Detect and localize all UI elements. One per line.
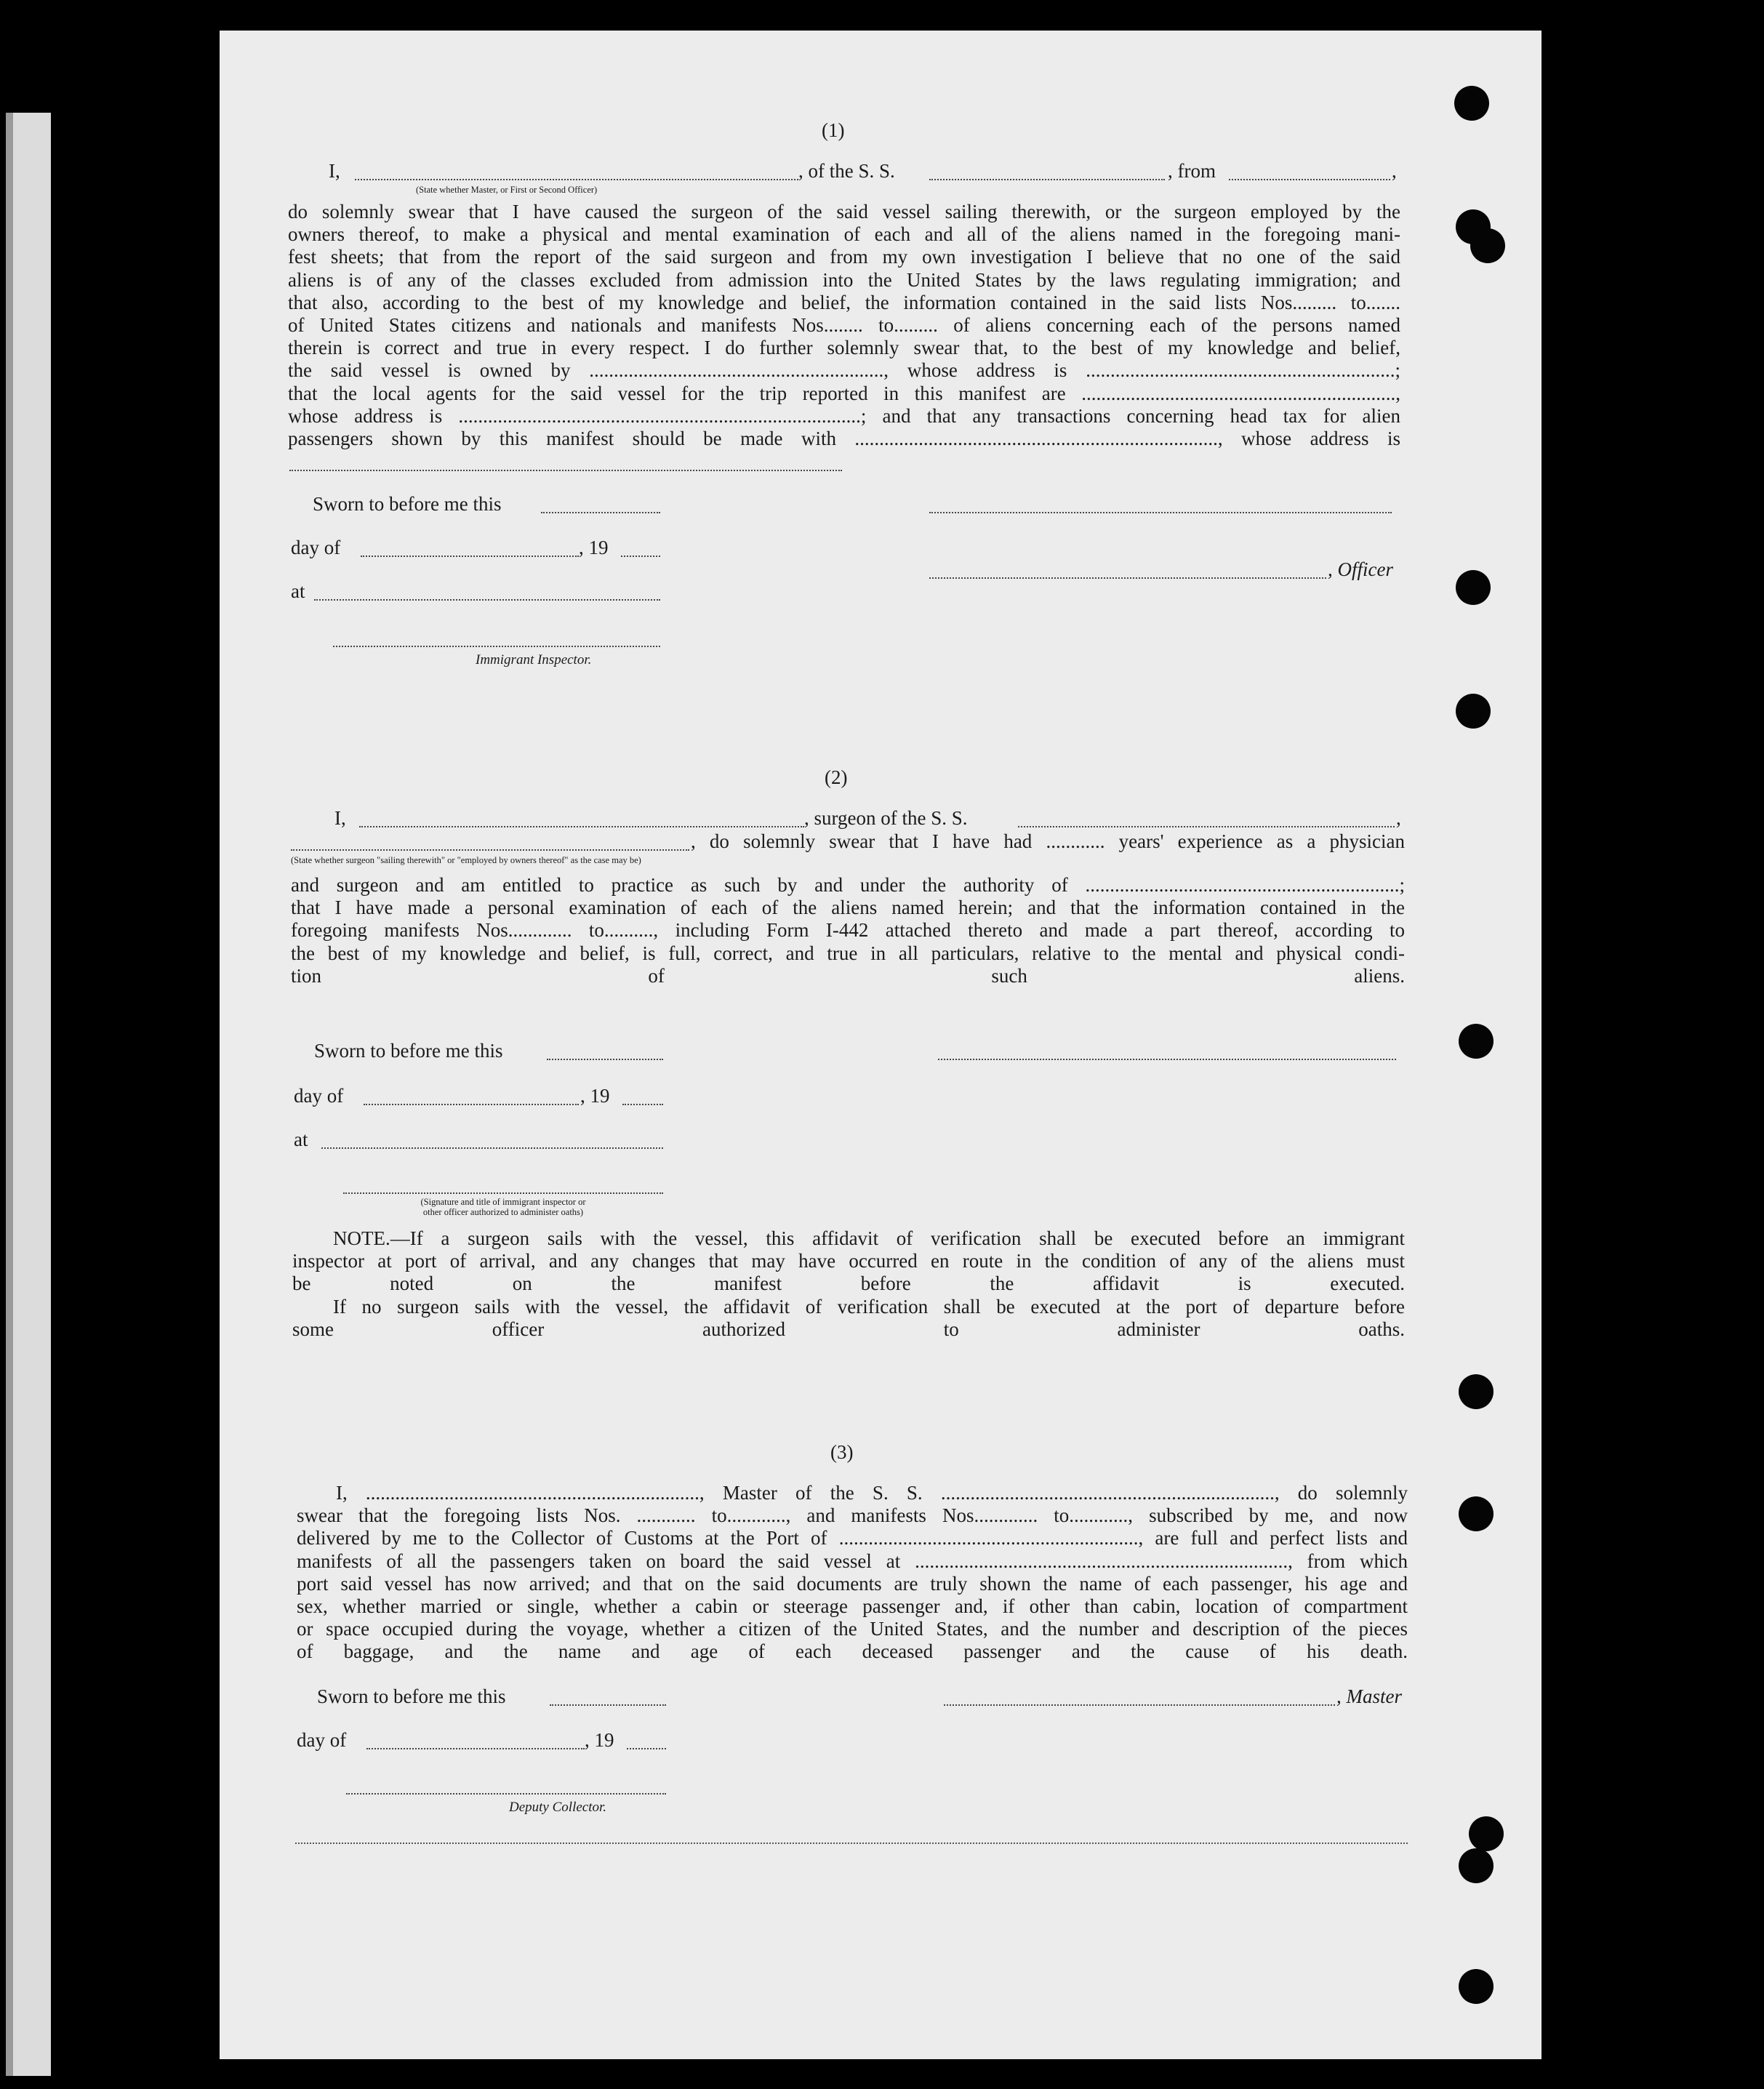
signature-caption-1: (Signature and title of immigrant inspector or xyxy=(420,1197,586,1207)
comma: , xyxy=(1392,160,1397,182)
bottom-rule xyxy=(295,1843,1408,1844)
binder-hole xyxy=(1459,1374,1494,1409)
ship-name-blank[interactable] xyxy=(929,179,1165,180)
at-label: at xyxy=(294,1128,308,1150)
section-1-body xyxy=(288,201,1400,450)
sworn-day-blank[interactable] xyxy=(550,1704,666,1706)
manifest-affidavit-page xyxy=(220,31,1542,2059)
sworn-day-blank[interactable] xyxy=(547,1059,663,1060)
body-line: passengers shown by this manifest should be made with .........................................................................., whose address is xyxy=(288,428,1400,450)
body-line: foregoing manifests Nos............. to.........., including Form I-442 attached thereto and made a part thereof, according to xyxy=(291,919,1405,942)
body-line: whose address is ..................................................................................; and that any transactions concerning head tax for alien xyxy=(288,404,1400,427)
collector-signature-blank[interactable] xyxy=(346,1793,666,1795)
section-1-ship-label: , of the S. S. xyxy=(798,160,895,182)
officer-name-blank[interactable] xyxy=(355,179,798,180)
year-blank[interactable] xyxy=(621,556,660,557)
adjacent-page-edge xyxy=(6,113,51,2076)
section-1-number: (1) xyxy=(822,119,845,141)
section-1-i: I, xyxy=(329,160,340,182)
body-line: that I have made a personal examination of each of the aliens named herein; and that the information contained in the xyxy=(291,897,1405,919)
officer-caption: (State whether Master, or First or Second Officer) xyxy=(416,185,598,195)
body-line: do solemnly swear that I have caused the surgeon of the said vessel sailing therewith, or the surgeon employed by the xyxy=(288,201,1400,222)
month-blank[interactable] xyxy=(364,1104,579,1105)
section-3-number: (3) xyxy=(830,1441,854,1463)
officer-title-blank[interactable] xyxy=(929,577,1326,579)
body-line: sex, whether married or single, whether a cabin or steerage passenger and, if other than cabin, location of compartment xyxy=(297,1595,1408,1618)
section-1-from-label: , from xyxy=(1168,160,1216,182)
year-label: , 19 xyxy=(580,1085,610,1107)
sworn-label: Sworn to before me this xyxy=(317,1685,506,1707)
officer-signature-blank[interactable] xyxy=(929,512,1392,513)
binder-hole xyxy=(1454,86,1489,121)
year-label: , 19 xyxy=(579,537,609,558)
body-line: port said vessel has now arrived; and that on the said documents are truly shown the name of each passenger, his age and xyxy=(297,1572,1408,1595)
binder-hole xyxy=(1459,1969,1494,2004)
body-line: swear that the foregoing lists Nos. ............ to............, and manifests Nos............. to............, subscribed by me, and now xyxy=(297,1504,1408,1527)
surgeon-signature-blank[interactable] xyxy=(938,1059,1396,1060)
departure-port-blank[interactable] xyxy=(1229,179,1390,180)
note-line: If no surgeon sails with the vessel, the affidavit of verification shall be executed at the port of departure before xyxy=(333,1296,1405,1318)
surgeon-ship-blank[interactable] xyxy=(1018,826,1395,827)
surgeon-experience-line: , do solemnly swear that I have had ............ years' experience as a physician xyxy=(691,830,1405,852)
at-label: at xyxy=(291,580,305,602)
year-blank[interactable] xyxy=(622,1104,663,1105)
year-label: , 19 xyxy=(585,1729,614,1751)
surgeon-ship-label: , surgeon of the S. S. xyxy=(804,807,968,829)
officer-label: , Officer xyxy=(1328,558,1393,580)
body-line: or space occupied during the voyage, whether a citizen of the United States, and the number and description of the pieces xyxy=(297,1618,1408,1640)
note-line: be noted on the manifest before the affidavit is executed. xyxy=(292,1272,1405,1295)
section-2-i: I, xyxy=(334,807,346,829)
body-line: tion of such aliens. xyxy=(291,964,1405,987)
note-line: NOTE.—If a surgeon sails with the vessel, this affidavit of verification shall be executed before an immigrant xyxy=(333,1227,1405,1249)
body-line: and surgeon and am entitled to practice as such by and under the authority of ................................................................; xyxy=(291,874,1405,896)
body-line: fest sheets; that from the report of the said surgeon and from my own investigation I believe that no one of the said xyxy=(288,246,1400,268)
section-2-body xyxy=(291,874,1405,987)
binder-hole xyxy=(1470,228,1505,263)
binder-hole xyxy=(1459,1024,1494,1059)
note-line: some officer authorized to administer oaths. xyxy=(292,1318,1405,1341)
master-signature-blank[interactable] xyxy=(944,1704,1335,1706)
sworn-label: Sworn to before me this xyxy=(314,1040,503,1062)
binder-hole xyxy=(1459,1848,1494,1883)
body-line: the said vessel is owned by ............................................................, whose address is ...............................................................; xyxy=(288,359,1400,382)
body-line: the best of my knowledge and belief, is full, correct, and true in all particulars, relative to the mental and physical condi- xyxy=(291,942,1405,964)
month-blank[interactable] xyxy=(366,1748,585,1749)
sworn-label: Sworn to before me this xyxy=(313,493,502,515)
section-2-number: (2) xyxy=(825,766,848,788)
day-of-label: day of xyxy=(294,1085,344,1107)
page-edge-shadow xyxy=(6,113,13,2076)
master-label: , Master xyxy=(1336,1685,1402,1707)
inspector-caption: Immigrant Inspector. xyxy=(476,652,592,667)
body-line: of baggage, and the name and age of each deceased passenger and the cause of his death. xyxy=(297,1640,1408,1663)
body-line: therein is correct and true in every respect. I do further solemnly swear that, to the best of my knowledge and belief, xyxy=(288,337,1400,359)
binder-hole xyxy=(1456,694,1491,729)
inspector-signature-blank[interactable] xyxy=(343,1192,663,1194)
note-paragraph xyxy=(292,1227,1405,1296)
surgeon-name-blank[interactable] xyxy=(359,826,804,827)
body-line: delivered by me to the Collector of Customs at the Port of ............................................................., are full and perfect lists and xyxy=(297,1527,1408,1549)
month-blank[interactable] xyxy=(361,556,579,557)
day-of-label: day of xyxy=(297,1729,347,1751)
body-line: owners thereof, to make a physical and mental examination of each and all of the aliens named in the foregoing mani- xyxy=(288,223,1400,246)
place-blank[interactable] xyxy=(321,1147,663,1149)
body-line: that also, according to the best of my knowledge and belief, the information contained in the said lists Nos......... to....... xyxy=(288,291,1400,313)
section-3-body xyxy=(297,1482,1408,1664)
place-blank[interactable] xyxy=(314,599,660,601)
body-line: manifests of all the passengers taken on board the said vessel at ............................................................................, from which xyxy=(297,1549,1408,1572)
body-line: aliens is of any of the classes excluded from admission into the United States by the laws regulating immigration; and xyxy=(288,268,1400,291)
note-paragraph-2 xyxy=(292,1296,1405,1341)
binder-hole xyxy=(1456,570,1491,605)
body-line: of United States citizens and nationals and manifests Nos........ to......... of aliens concerning each of the persons named xyxy=(288,314,1400,337)
inspector-signature-blank[interactable] xyxy=(333,646,660,647)
binder-hole xyxy=(1459,1496,1494,1531)
comma: , xyxy=(1396,807,1401,829)
body-line: I, ...................................................................., Master of the S. S. ...................................................................., do solemnly xyxy=(336,1482,1408,1504)
agent-address-blank[interactable] xyxy=(289,470,842,471)
sworn-day-blank[interactable] xyxy=(541,512,660,513)
day-of-label: day of xyxy=(291,537,341,558)
collector-caption: Deputy Collector. xyxy=(509,1800,607,1815)
note-line: inspector at port of arrival, and any changes that may have occurred en route in the condition of any of the aliens must xyxy=(292,1250,1405,1272)
signature-caption-2: other officer authorized to administer oaths) xyxy=(422,1207,584,1217)
surgeon-status-blank[interactable] xyxy=(291,849,689,851)
year-blank[interactable] xyxy=(627,1748,666,1749)
surgeon-caption: (State whether surgeon "sailing therewith" or "employed by owners thereof" as the case may be) xyxy=(291,855,641,865)
body-line: that the local agents for the said vessel for the trip reported in this manifest are ................................................................, xyxy=(288,382,1400,404)
binder-hole xyxy=(1469,1816,1504,1851)
